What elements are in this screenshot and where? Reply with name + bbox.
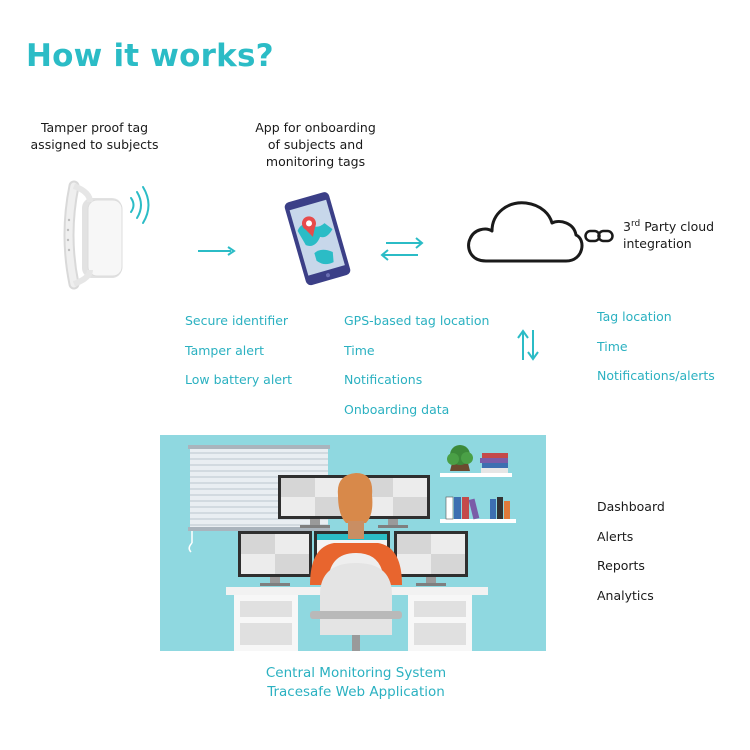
- cloud-caption-rest: Party cloud: [640, 219, 715, 234]
- cloud-caption-line2: integration: [623, 236, 692, 251]
- monitoring-features: [597, 499, 665, 617]
- app-feature: GPS-based tag location: [344, 313, 490, 328]
- signal-waves-icon: [128, 186, 154, 224]
- cloud-feature: Time: [597, 338, 628, 354]
- monitoring-feature: Dashboard: [597, 499, 665, 514]
- arrow-right-icon: [197, 244, 237, 258]
- monitoring-room-illustration: [160, 435, 546, 651]
- app-feature: Time: [344, 342, 375, 358]
- updown-arrows-icon: [516, 328, 540, 362]
- app-caption-line2: of subjects and: [267, 137, 364, 152]
- monitoring-caption-line2: Tracesafe Web Application: [267, 684, 445, 700]
- tag-feature: Low battery alert: [185, 372, 293, 387]
- cloud-caption-sup: rd: [630, 218, 641, 229]
- cloud-feature: Notifications/alerts: [597, 368, 715, 383]
- monitoring-feature: Analytics: [597, 587, 654, 603]
- monitoring-caption-line1: Central Monitoring System: [265, 665, 447, 681]
- tag-feature: Secure identifier: [185, 313, 289, 328]
- swap-arrows-icon: [378, 235, 426, 263]
- monitoring-feature: Reports: [597, 558, 645, 573]
- monitoring-feature: Alerts: [597, 528, 634, 544]
- chain-link-icon: [584, 227, 614, 245]
- cloud-features: [597, 309, 715, 398]
- tag-caption: [22, 119, 167, 153]
- tag-caption-line2: assigned to subjects: [30, 137, 159, 152]
- app-feature: Notifications: [344, 372, 423, 387]
- page-title: How it works?: [26, 38, 274, 74]
- app-caption-line3: monitoring tags: [265, 154, 366, 169]
- cloud-feature: Tag location: [597, 309, 672, 324]
- app-caption-line1: App for onboarding: [255, 120, 376, 135]
- wristband-tag-icon: [60, 180, 130, 290]
- cloud-caption: [623, 218, 714, 252]
- smartphone-map-icon: [276, 190, 356, 285]
- monitoring-caption: [230, 664, 482, 702]
- tag-features: [185, 313, 292, 402]
- app-caption: [248, 119, 383, 170]
- app-features: [344, 313, 489, 431]
- app-feature: Onboarding data: [344, 401, 450, 417]
- tag-feature: Tamper alert: [185, 342, 265, 358]
- tag-caption-line1: Tamper proof tag: [40, 120, 149, 135]
- cloud-caption-prefix: 3: [623, 219, 631, 234]
- cloud-icon: [462, 195, 588, 267]
